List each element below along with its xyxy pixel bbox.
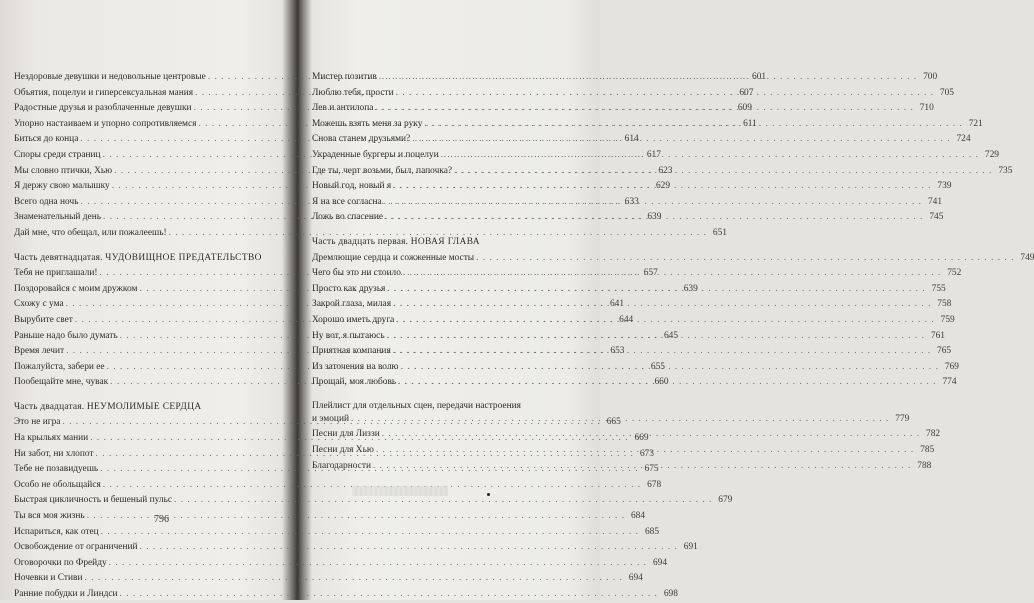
entry-title: Быстрая цикличность и бешеный пульс: [14, 495, 173, 506]
entry-page: 633: [624, 196, 639, 207]
entry-title: Споры среди страниц: [14, 149, 101, 160]
entry-title: Особо не обольщайся: [14, 479, 101, 490]
entry-page: 660: [654, 377, 669, 388]
entry-page: 617: [646, 149, 661, 160]
toc-entry: [14, 493, 733, 509]
toc-entry: [14, 540, 698, 556]
toc-entry: [14, 587, 678, 603]
entry-page: 700: [923, 72, 938, 82]
entry-title: Вырубите свет: [14, 314, 73, 325]
playlist-heading: [312, 400, 592, 412]
leader-dots: [396, 313, 934, 329]
part-title: ЧУДОВИЩНОЕ ПРЕДАТЕЛЬСТВО: [105, 252, 262, 263]
entry-page: 739: [937, 181, 952, 192]
entry-page: 673: [639, 448, 654, 459]
entry-title: и эмоций: [312, 413, 349, 424]
leader-dots: [379, 70, 917, 86]
entry-title: Схожу с ума: [14, 299, 64, 310]
entry-page: 655: [650, 361, 665, 372]
entry-page: 629: [655, 181, 671, 192]
entry-title: Новый год, новый я: [312, 181, 392, 192]
entry-title: Нездоровые девушки и недовольные центровые: [14, 72, 206, 82]
entry-page: 761: [930, 330, 945, 341]
leader-dots: [401, 360, 939, 376]
entry-title: Снова станем друзьями?: [312, 134, 411, 145]
leader-dots: [373, 459, 911, 475]
entry-page: 657: [643, 268, 658, 279]
entry-page: 785: [920, 445, 935, 456]
entry-page: 769: [944, 361, 959, 372]
entry-page: 644: [619, 314, 634, 325]
leader-dots: [387, 282, 925, 298]
entry-title: Песни для Лиззи: [312, 429, 380, 440]
entry-page: 639: [647, 212, 662, 223]
entry-title: Ты вся моя жизнь: [14, 511, 85, 522]
entry-title: Дай мне, что обещал, или пожалеешь!: [14, 227, 167, 238]
entry-title: Песни для Хью: [312, 445, 374, 456]
entry-page: 779: [895, 413, 910, 424]
entry-page: 607: [739, 87, 754, 98]
leader-dots: [375, 101, 913, 117]
entry-title: Ну вот, я пытаюсь: [312, 330, 385, 341]
entry-title: Поздоровайся с моим дружком: [14, 283, 138, 294]
entry-title: Закрой глаза, милая: [312, 299, 392, 310]
leader-dots: [398, 375, 936, 391]
entry-page: 685: [644, 526, 660, 537]
leader-dots: [412, 132, 950, 148]
leader-dots: [384, 195, 922, 211]
leader-dots: [424, 117, 962, 133]
entry-page: 755: [931, 283, 946, 294]
entry-page: 611: [743, 118, 757, 129]
entry-title: Где ты, черт возьми, был, папочка?: [312, 165, 453, 176]
entry-title: Я на все согласна: [312, 196, 382, 207]
entry-page: 782: [926, 429, 941, 440]
toc-entry: [14, 525, 660, 541]
entry-page: 669: [634, 433, 649, 444]
entry-title: Освобождение от ограничений: [14, 542, 138, 553]
entry-title: Тебе не позавидуешь: [14, 464, 99, 475]
part-prefix: Часть двадцать первая.: [312, 236, 409, 247]
leader-dots: [396, 86, 934, 102]
entry-page: 735: [998, 165, 1013, 176]
toc-entry: [14, 509, 646, 525]
entry-page: 765: [937, 346, 952, 357]
leader-dots: [385, 210, 923, 226]
entry-page: 684: [630, 511, 646, 522]
entry-page: 749: [1020, 252, 1034, 263]
page-number: 796: [154, 514, 169, 525]
entry-page: 641: [609, 299, 624, 310]
leader-dots: [403, 266, 941, 282]
entry-page: 614: [624, 134, 639, 145]
entry-title: Ночевки и Стиви: [14, 573, 83, 584]
entry-page: 678: [647, 479, 662, 490]
entry-title: Украденные бургеры и поцелуи: [312, 149, 439, 160]
entry-title: Можешь взять меня за руку: [312, 118, 423, 129]
part-prefix: Часть девятнадцатая.: [14, 252, 103, 263]
leader-dots: [393, 179, 931, 195]
entry-title: Просто как друзья: [312, 283, 386, 294]
entry-title: Пообещайте мне, чувак: [14, 377, 109, 388]
leader-dots: [376, 443, 914, 459]
toc-entry: [14, 571, 643, 587]
part-title: НОВАЯ ГЛАВА: [410, 236, 480, 247]
entry-title: Благодарности: [312, 460, 371, 471]
entry-page: 724: [956, 134, 971, 145]
entry-page: 679: [718, 495, 733, 506]
part-heading-21: [312, 235, 592, 251]
entry-title: Дремлющие сердца и сожженные мосты: [312, 252, 475, 263]
entry-title: Оговорочки по Фрейду: [14, 557, 107, 568]
entry-title: Ложь во спасение: [312, 212, 384, 223]
entry-page: 691: [683, 542, 698, 553]
entry-page: 694: [628, 573, 643, 584]
entry-page: 705: [939, 87, 954, 98]
leader-dots: [441, 148, 979, 164]
playlist-heading-line1: Плейлист для отдельных сцен, передачи настроения: [312, 400, 521, 411]
entry-title: Упорно настаиваем и упорно сопротивляемся: [14, 118, 197, 129]
entry-page: 601: [752, 72, 767, 82]
entry-page: 729: [984, 149, 999, 160]
leader-dots: [382, 427, 920, 443]
entry-title: Испариться, как отец: [14, 526, 99, 537]
entry-title: Люблю тебя, прости: [312, 87, 394, 98]
part-prefix: Часть двадцатая.: [14, 401, 85, 412]
entry-page: 651: [712, 227, 727, 238]
entry-page: 698: [663, 589, 678, 599]
leader-dots: [387, 329, 925, 345]
entry-title: Объятия, поцелуи и гиперсексуальная мания: [14, 87, 194, 98]
entry-title: Прощай, моя любовь: [312, 377, 397, 388]
part-heading-19: [14, 251, 286, 267]
part-title: НЕУМОЛИМЫЕ СЕРДЦА: [86, 401, 202, 412]
entry-page: 774: [942, 377, 957, 388]
entry-page: 788: [917, 460, 932, 471]
ink-speck: [487, 493, 490, 496]
entry-page: 759: [940, 314, 955, 325]
entry-title: Мы словно птички, Хью: [14, 165, 113, 176]
entry-page: 694: [652, 557, 668, 568]
entry-page: 745: [929, 212, 944, 223]
entry-page: 710: [919, 103, 934, 114]
toc-entry: [312, 251, 1034, 267]
entry-title: Пожалуйста, забери ее: [14, 361, 105, 372]
toc-entry: [14, 556, 668, 572]
entry-title: Хорошо иметь друга: [312, 314, 395, 325]
entry-page: 653: [610, 346, 625, 357]
entry-title: Всего одна ночь: [14, 196, 79, 207]
entry-title: Радостные друзья и разоблаченные девушки: [14, 103, 192, 114]
leader-dots: [454, 164, 992, 180]
entry-page: 639: [683, 283, 698, 294]
entry-title: Из заточения на волю: [312, 361, 399, 372]
entry-title: На крыльях мании: [14, 433, 89, 444]
entry-title: Время лечит: [14, 346, 65, 357]
entry-page: 623: [658, 165, 673, 176]
leader-dots: [393, 344, 931, 360]
leader-dots: [476, 251, 1014, 267]
entry-page: 758: [937, 299, 952, 310]
entry-title: Приятная компания: [312, 346, 391, 357]
entry-title: Лев и антилопа: [312, 103, 374, 114]
leader-dots: [351, 412, 889, 428]
leader-dots: [393, 297, 931, 313]
entry-page: 675: [644, 464, 659, 475]
entry-title: Знаменательный день: [14, 212, 102, 223]
entry-title: Ранние побудки и Линдси: [14, 589, 118, 599]
entry-title: Ни забот, ни хлопот: [14, 448, 94, 459]
entry-title: Тебя не приглашали!: [14, 268, 98, 279]
faded-stamp: [352, 486, 448, 496]
entry-title: Раньше надо было думать: [14, 330, 118, 341]
entry-title: Чего бы это ни стоило: [312, 268, 401, 279]
entry-title: Биться до конца: [14, 134, 79, 145]
entry-page: 721: [968, 118, 983, 129]
entry-title: Это не игра: [14, 417, 61, 428]
toc-entry: [14, 478, 662, 494]
part-heading-20: [14, 400, 286, 416]
entry-page: 741: [927, 196, 943, 207]
entry-title: Я держу свою малышку: [14, 181, 110, 192]
entry-page: 665: [606, 417, 621, 428]
entry-title: Мистер позитив: [312, 72, 377, 82]
entry-page: 645: [663, 330, 678, 341]
entry-page: 609: [737, 103, 752, 114]
entry-page: 752: [947, 268, 962, 279]
